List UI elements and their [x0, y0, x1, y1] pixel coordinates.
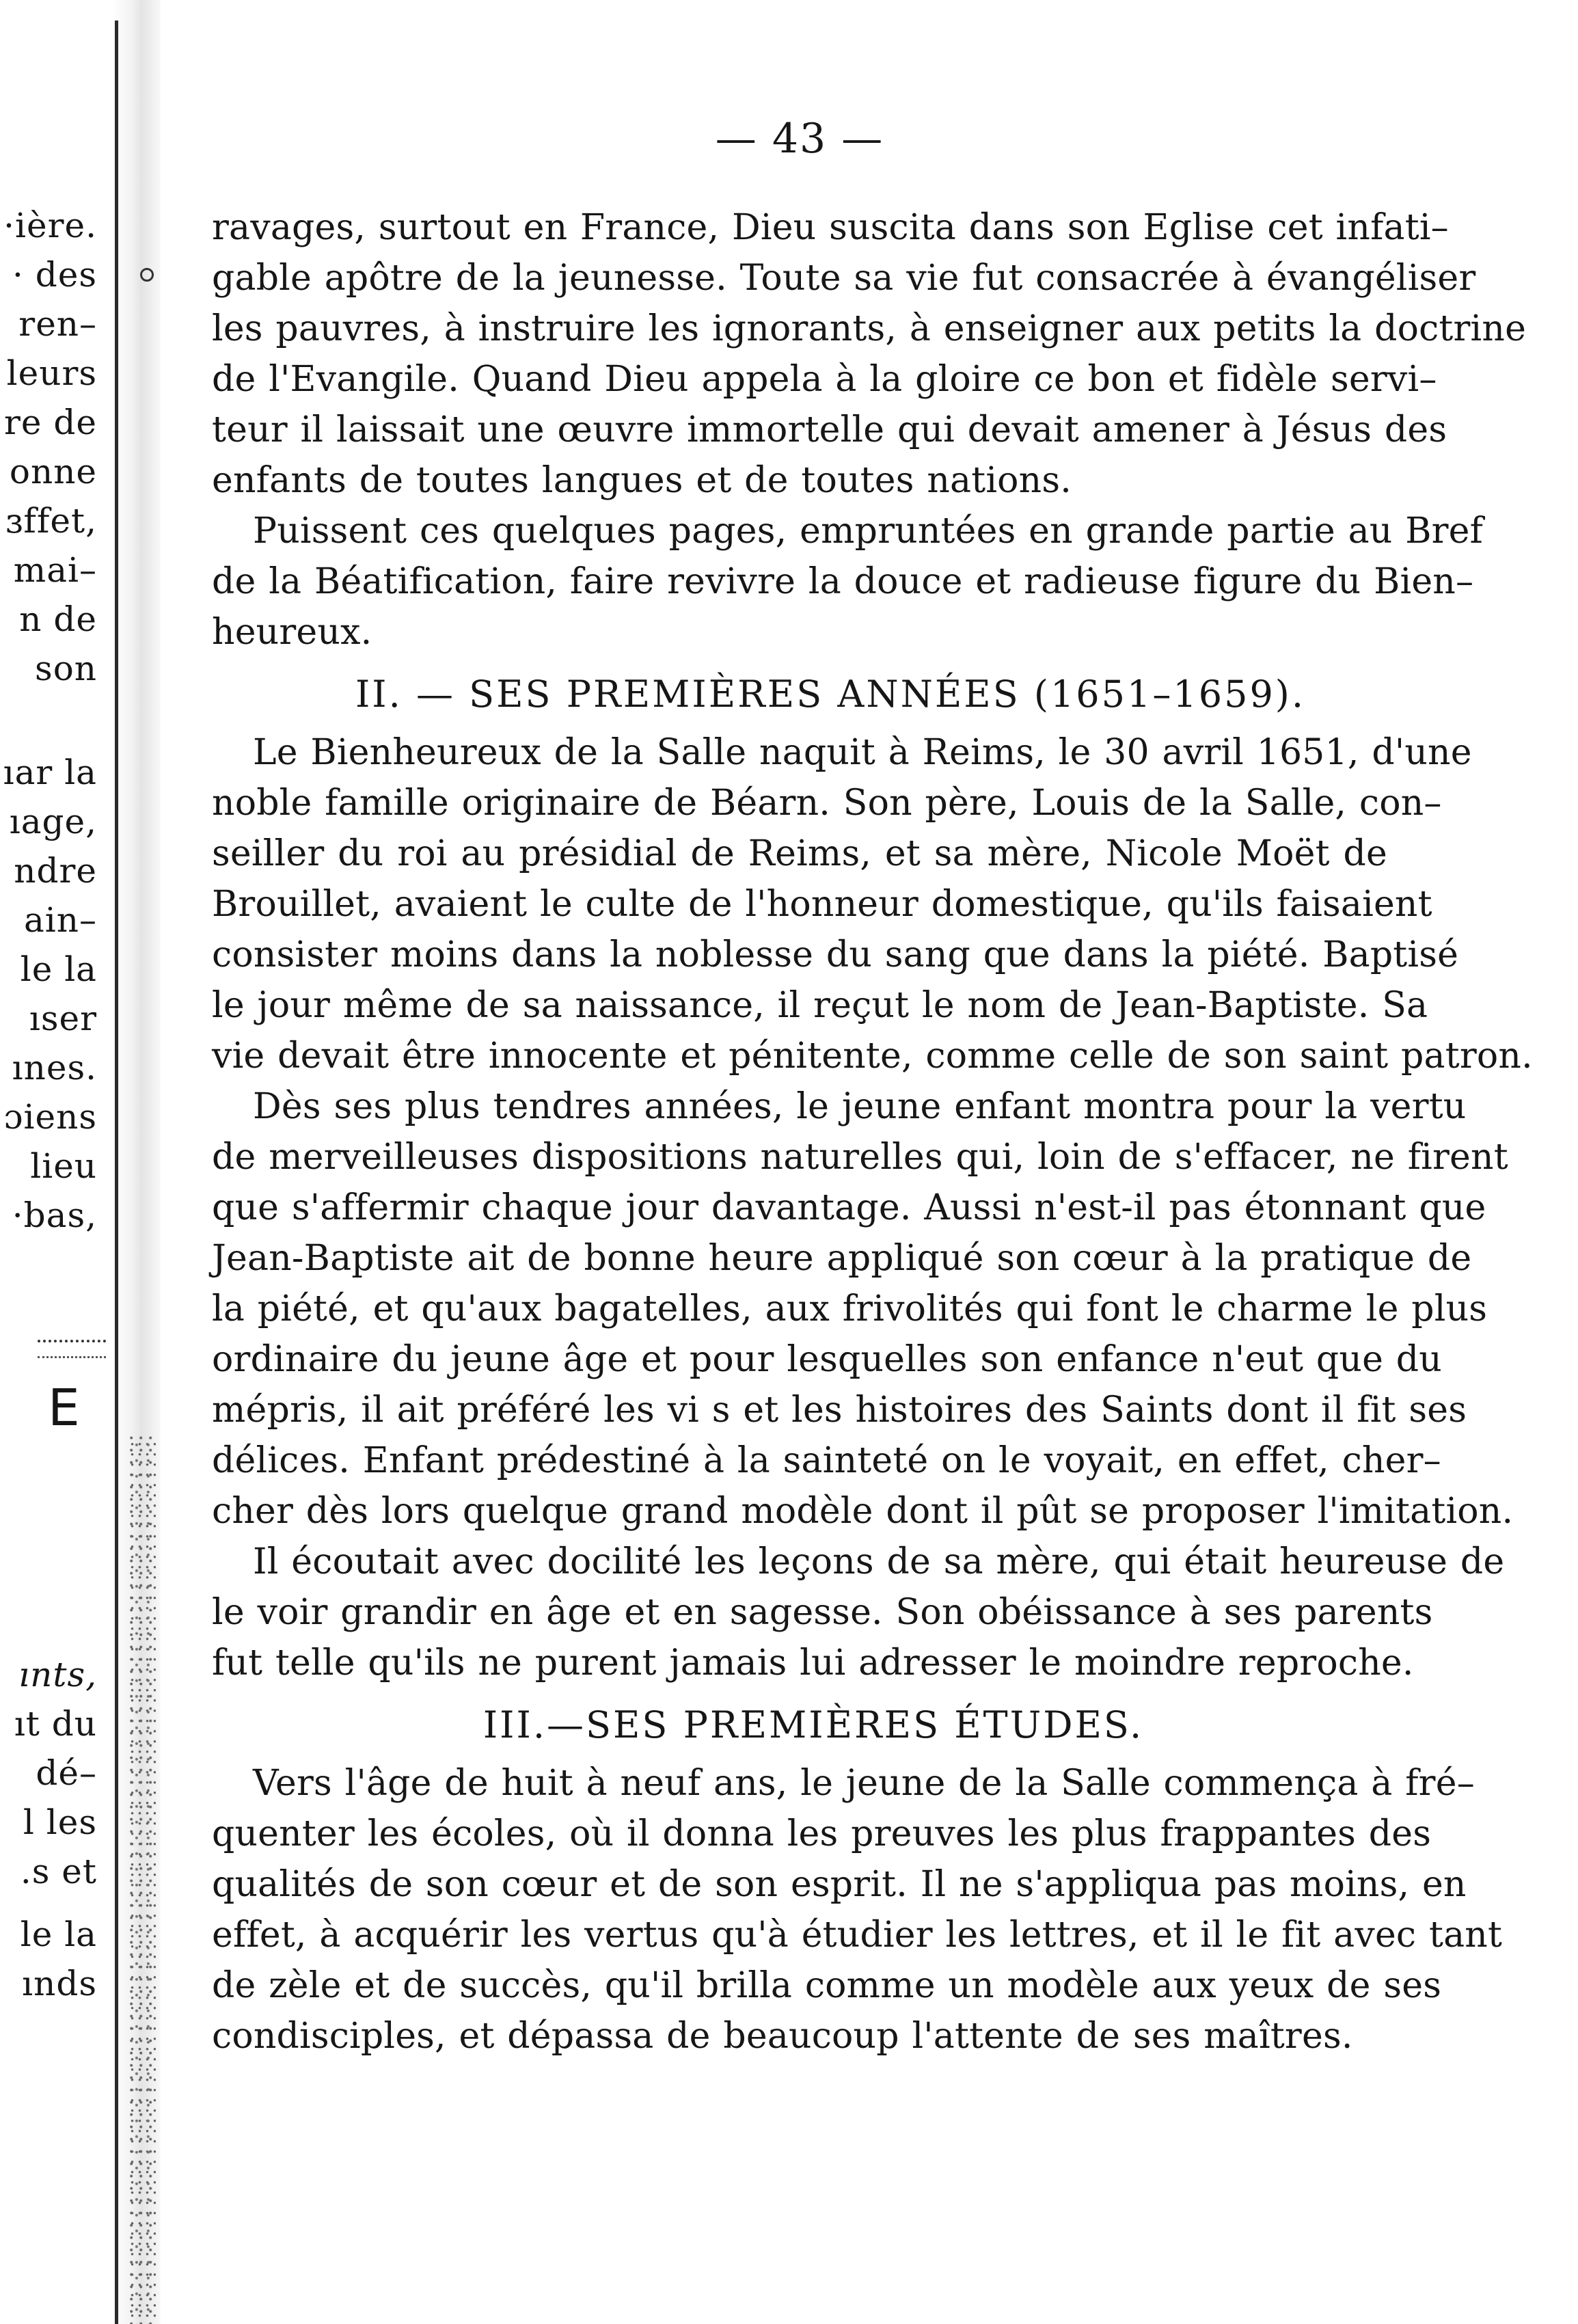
fragment-line: ·ière. [3, 206, 97, 245]
text-line: Le Bienheureux de la Salle naquit à Reims, le 30 avril 1651, d'une [253, 732, 1472, 773]
fragment-line: ıser [29, 999, 97, 1038]
fragment-line: ıar la [3, 753, 97, 792]
page-number: — 43 — [715, 115, 884, 163]
text-line: de la Béatification, faire revivre la douce et radieuse figure du Bien– [212, 561, 1474, 602]
text-line: que s'affermir chaque jour davantage. Aussi n'est-il pas étonnant que [212, 1187, 1486, 1228]
fragment-line: mai– [13, 550, 97, 590]
fragment-line: ınds [22, 1964, 97, 2003]
text-line: cher dès lors quelque grand modèle dont il pût se proposer l'imitation. [212, 1491, 1514, 1532]
fragment-line: ıage, [9, 802, 97, 841]
fragment-line: leurs [6, 353, 97, 393]
text-line: noble famille originaire de Béarn. Son père, Louis de la Salle, con– [212, 783, 1442, 824]
text-line: Jean-Baptiste ait de bonne heure appliqué son cœur à la pratique de [212, 1238, 1472, 1279]
text-line: de merveilleuses dispositions naturelles qui, loin de s'effacer, ne firent [212, 1137, 1508, 1178]
fragment-line: l les [23, 1802, 97, 1842]
text-line: Vers l'âge de huit à neuf ans, le jeune de la Salle commença à fré– [253, 1763, 1475, 1804]
text-line: Puissent ces quelques pages, empruntées en grande partie au Bref [253, 511, 1484, 552]
fragment-line: ınts, [18, 1655, 97, 1694]
fragment-line: n de [19, 599, 97, 639]
text-line: mépris, il ait préféré les vi s et les histoires des Saints dont il fit ses [212, 1390, 1467, 1431]
text-line: fut telle qu'ils ne purent jamais lui adresser le moindre reproche. [212, 1643, 1414, 1684]
text-line: enfants de toutes langues et de toutes nations. [212, 460, 1072, 501]
text-line: Dès ses plus tendres années, le jeune enfant montra pour la vertu [253, 1086, 1467, 1127]
fragment-line: le la [20, 1915, 97, 1954]
text-line: heureux. [212, 612, 372, 653]
text-line: les pauvres, à instruire les ignorants, à enseigner aux petits la doctrine [212, 308, 1527, 349]
binding-speckle [128, 1435, 156, 2324]
text-line: Il écoutait avec docilité les leçons de sa mère, qui était heureuse de [253, 1541, 1505, 1582]
fragment-line: ıt du [14, 1704, 97, 1744]
text-line: la piété, et qu'aux bagatelles, aux frivolités qui font le charme le plus [212, 1288, 1488, 1329]
fragment-line: lieu [30, 1146, 97, 1186]
ornament-rule [38, 1340, 106, 1358]
fragment-line: ɜffet, [5, 501, 97, 541]
fragment-line: · des [12, 255, 97, 295]
fragment-line: ren– [18, 304, 97, 344]
text-line: le jour même de sa naissance, il reçut le nom de Jean-Baptiste. Sa [212, 985, 1428, 1026]
text-line: de l'Evangile. Quand Dieu appela à la gloire ce bon et fidèle servi– [212, 359, 1437, 400]
main-text-column [212, 0, 1533, 2324]
text-line: quenter les écoles, où il donna les preuves les plus frappantes des [212, 1813, 1432, 1854]
body-text [212, 202, 1533, 2062]
section-heading: III.—SES PREMIÈRES ÉTUDES. [482, 1703, 1144, 1746]
fragment-line: ·bas, [12, 1195, 97, 1235]
text-line: seiller du roi au présidial de Reims, et sa mère, Nicole Moët de [212, 833, 1387, 874]
fragment-initial: E [48, 1379, 80, 1437]
fragment-line: le la [20, 949, 97, 989]
fragment-line: son [35, 649, 97, 688]
fragment-line: onne [9, 452, 97, 491]
text-line: le voir grandir en âge et en sagesse. Son obéissance à ses parents [212, 1592, 1433, 1633]
text-line: ordinaire du jeune âge et pour lesquelles son enfance n'eut que du [212, 1339, 1442, 1380]
fragment-line: ain– [23, 900, 97, 940]
gutter-rule [115, 21, 118, 2324]
fragment-line: ɔiens [3, 1097, 97, 1137]
text-line: délices. Enfant prédestiné à la sainteté on le voyait, en effet, cher– [212, 1440, 1441, 1481]
fragment-line: re de [4, 403, 97, 442]
text-line: teur il laissait une œuvre immortelle qui devait amener à Jésus des [212, 409, 1447, 450]
fragment-line: ndre [14, 851, 97, 891]
text-line: qualités de son cœur et de son esprit. Il ne s'appliqua pas moins, en [212, 1864, 1467, 1905]
adjacent-page-fragment [0, 0, 109, 2324]
text-line: effet, à acquérir les vertus qu'à étudier les lettres, et il le fit avec tant [212, 1915, 1503, 1956]
text-line: gable apôtre de la jeunesse. Toute sa vie fut consacrée à évangéliser [212, 258, 1476, 299]
text-line: ravages, surtout en France, Dieu suscita dans son Eglise cet infati– [212, 207, 1449, 248]
text-line: vie devait être innocente et pénitente, comme celle de son saint patron. [212, 1036, 1533, 1077]
text-line: Brouillet, avaient le culte de l'honneur domestique, qu'ils faisaient [212, 884, 1432, 925]
fragment-line: ınes. [12, 1048, 97, 1087]
text-line: condisciples, et dépassa de beaucoup l'attente de ses maîtres. [212, 2016, 1353, 2057]
fragment-line: dé– [36, 1753, 97, 1793]
binding-ring-mark [140, 268, 154, 282]
fragment-line: .s et [20, 1852, 97, 1891]
text-line: consister moins dans la noblesse du sang que dans la piété. Baptisé [212, 934, 1459, 975]
section-heading: II. — SES PREMIÈRES ANNÉES (1651–1659). [355, 673, 1306, 716]
text-line: de zèle et de succès, qu'il brilla comme un modèle aux yeux de ses [212, 1965, 1442, 2006]
